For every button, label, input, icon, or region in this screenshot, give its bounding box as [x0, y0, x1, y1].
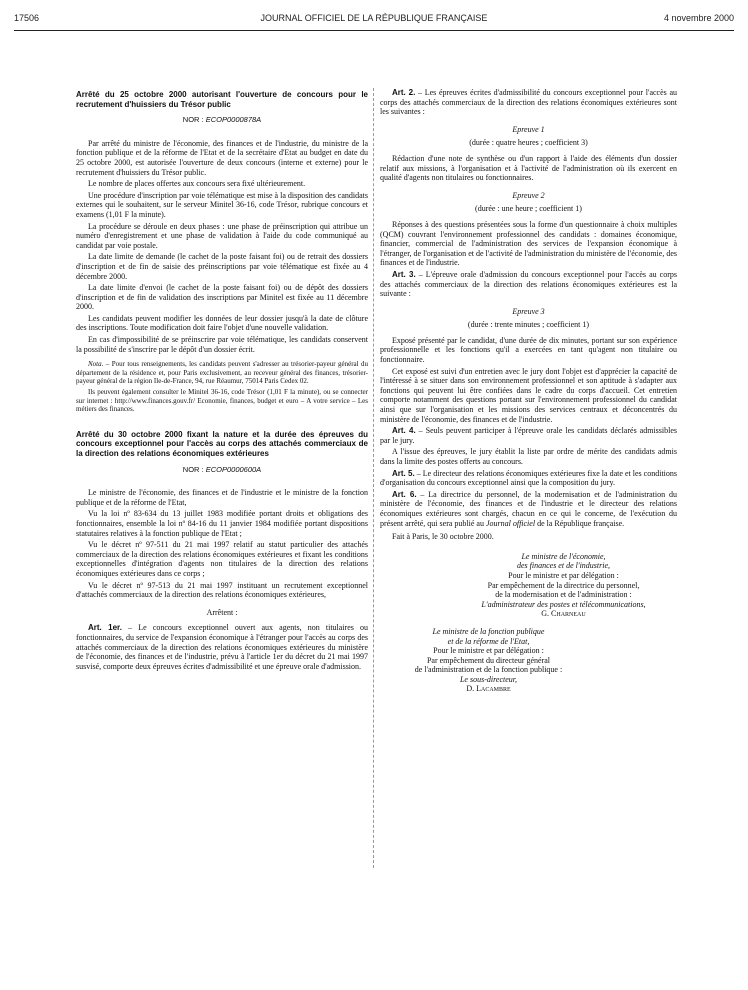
delegation-line: Pour le ministre et par délégation :	[433, 646, 544, 656]
article-label: Art. 1er.	[88, 623, 122, 633]
right-column	[380, 88, 677, 694]
paragraph: Une procédure d'inscription par voie télématique est mise à la disposition des candidats externes qui le souhaitent, sur le serveur Minitel 36-16, code Trésor, rubrique concours et examens (1,01 F la minute).	[76, 190, 368, 219]
epreuve-3-heading: Epreuve 3	[512, 306, 545, 316]
left-column	[76, 90, 368, 673]
article-2	[380, 88, 677, 117]
nor-prefix: NOR :	[182, 115, 206, 125]
article-5	[380, 469, 677, 488]
nota-label: Nota.	[88, 360, 104, 369]
signatory-role: L'administrateur des postes et télécommunications,	[481, 599, 646, 609]
paragraph: En cas d'impossibilité de se préinscrire par voie télématique, les candidats conservent la possibilité de s'inscrire par le dépôt d'un dossier écrit.	[76, 335, 368, 354]
journal-reference: Journal officiel	[485, 518, 536, 528]
paragraph: Les candidats peuvent modifier les données de leur dossier jusqu'à la date de clôture des inscriptions. Toute modification doit faire l'objet d'une nouvelle validation.	[76, 313, 368, 333]
nor-code: ECOP0000600A	[205, 464, 262, 474]
signature-block-1	[380, 552, 677, 619]
article-label: Art. 2.	[392, 88, 416, 97]
paragraph: Exposé présenté par le candidat, d'une durée de dix minutes, portant sur son expérience professionnelle et les fonctions qu'il a exercées en tant qu'agent non titulaire ou fonctionnaire.	[380, 335, 677, 365]
nor-code: ECOP0000878A	[205, 115, 262, 125]
epreuve-1-heading: Epreuve 1	[512, 124, 545, 134]
signatory-name: D. Lacambre	[466, 684, 511, 694]
article-6	[380, 490, 677, 528]
signatory-title: Le ministre de la fonction publique	[432, 626, 545, 636]
signatory-title: Le ministre de l'économie,	[521, 551, 606, 561]
delegation-line: Par empêchement de la directrice du personnel,	[487, 580, 640, 590]
delegation-line: de la modernisation et de l'administration :	[495, 590, 632, 600]
article-text: – Le concours exceptionnel ouvert aux agents, non titulaires ou fonctionnaires, du service de l'expansion économique à l'étranger pour l'accès au corps des attachés commerciaux de la direction des relations économiques extérieures du ministère de l'économie, des finances et de l'industrie, prévu à l'article 1er du décret du 21 mai 1997 susvisé, comporte deux épreuves écrites d'admissibilité et une épreuve orale d'admission.	[76, 623, 369, 671]
epreuve-3-duration: (durée : trente minutes ; coefficient 1)	[467, 320, 590, 330]
article-1	[76, 623, 368, 671]
delegation-line: Par empêchement du directeur général	[426, 655, 551, 665]
article-text: – Seuls peuvent participer à l'épreuve orale les candidats déclarés admissibles par le jury.	[380, 426, 678, 445]
header-rule	[14, 30, 734, 31]
article-label: Art. 6.	[392, 489, 417, 499]
signature-block-2	[380, 627, 677, 694]
article-label: Art. 5.	[392, 468, 415, 478]
fait-a-paris: Fait à Paris, le 30 octobre 2000.	[392, 532, 494, 542]
paragraph: Vu la loi nº 83-634 du 13 juillet 1983 modifiée portant droits et obligations des fonctionnaires, ensemble la loi nº 84-16 du 11 janvier 1984 modifiée portant dispositions statutaires relatives à la fonction publique de l'Etat ;	[76, 509, 368, 538]
signatory-role: Le sous-directeur,	[459, 674, 518, 684]
page-number: 17506	[14, 13, 40, 23]
paragraph: Cet exposé est suivi d'un entretien avec le jury dont l'objet est d'apprécier la capacité de l'intéressé à se situer dans son environnement professionnel et son aptitude à s'adapter aux fonctions qui peuvent lui être confiées dans le cadre du corps d'accueil. Cet entretien comporte notamment des questions portant sur l'environnement professionnel du candidat ainsi que sur l'organisation et les missions des services centraux et déconcentrés du ministère de l'économie, des finances et de l'industrie.	[380, 366, 677, 424]
article-3	[380, 270, 677, 299]
nota-paragraph: Ils peuvent également consulter le Minitel 36-16, code Trésor (1,01 F la minute), ou se connecter sur internet : http://www.finances.gouv.fr/ Economie, finances, budget et euro – A votre service – Les métiers des finances.	[76, 388, 368, 414]
paragraph: La date limite d'envoi (le cachet de la poste faisant foi) ou de dépôt des dossiers d'inscription et de fin de validation des inscriptions par Minitel est fixée au 11 décembre 2000.	[76, 283, 368, 312]
journal-title: JOURNAL OFFICIEL DE LA RÉPUBLIQUE FRANÇAISE	[260, 13, 488, 23]
delegation-line: Pour le ministre et par délégation :	[508, 570, 619, 580]
nota-text: – Pour tous renseignements, les candidats peuvent s'adresser au trésorier-payeur général du département de la résidence et, pour Paris exclusivement, au receveur général des finances, trésorier-payeur général de la région Ile-de-France, 94, rue Réaumur, 75014 Paris Cedex 02.	[76, 360, 368, 386]
decree-2-title: Arrêté du 30 octobre 2000 fixant la nature et la durée des épreuves du concours exceptionnel pour l'accès au corps des attachés commerciaux de la direction des relations économiques extérieures	[76, 429, 368, 458]
paragraph: La procédure se déroule en deux phases : une phase de préinscription qui attribue un numéro d'enregistrement et une phase de validation à l'aide du code communiqué au candidat par voie postale.	[76, 221, 368, 250]
paragraph: Vu le décret nº 97-511 du 21 mai 1997 relatif au statut particulier des attachés commerciaux de la direction des relations économiques extérieures et fixant les conditions exceptionnelles d'intégration d'agents non titulaires de la direction des relations économiques extérieures dans ce corps ;	[76, 540, 368, 578]
signatory-title: des finances et de l'industrie,	[516, 561, 611, 571]
paragraph: Réponses à des questions présentées sous la forme d'un questionnaire à choix multiples (QCM) couvrant l'environnement professionnel des candidats : domaines économique, financier, commercial de l'administration des services de l'expansion économique à l'étranger, de l'organisation et de l'activité de l'administration du ministère de l'économie, des finances et de l'industrie.	[380, 219, 677, 268]
paragraph: Le ministre de l'économie, des finances et de l'industrie et le ministre de la fonction publique et de la réforme de l'Etat,	[76, 488, 368, 507]
epreuve-2-duration: (durée : une heure ; coefficient 1)	[475, 204, 582, 214]
decree-1-title: Arrêté du 25 octobre 2000 autorisant l'ouverture de concours pour le recrutement d'huissiers du Trésor public	[76, 90, 368, 109]
paragraph: Par arrêté du ministre de l'économie, des finances et de l'industrie, du ministre de la fonction publique et de la réforme de l'Etat et de la secrétaire d'Etat au budget en date du 25 octobre 2000, est autorisée l'ouverture de deux concours (interne et externe) pour le recrutement d'huissiers du Trésor public.	[76, 138, 368, 177]
paragraph: Le nombre de places offertes aux concours sera fixé ultérieurement.	[88, 179, 306, 189]
nor-prefix: NOR :	[182, 464, 206, 474]
decree-2-nor	[76, 465, 368, 475]
epreuve-1-duration: (durée : quatre heures ; coefficient 3)	[469, 138, 588, 148]
paragraph: Vu le décret nº 97-513 du 21 mai 1997 instituant un recrutement exceptionnel d'attachés commerciaux de la direction des relations économiques extérieures,	[76, 580, 368, 600]
article-text: – L'épreuve orale d'admission du concours exceptionnel pour l'accès au corps des attachés commerciaux de la direction des relations économiques extérieures est la suivante :	[380, 269, 677, 299]
nota-paragraph	[76, 360, 368, 386]
article-4	[380, 426, 677, 445]
article-label: Art. 4.	[392, 426, 416, 436]
nota-block	[76, 360, 368, 414]
epreuve-2-heading: Epreuve 2	[512, 190, 545, 200]
delegation-line: de l'administration et de la fonction publique :	[414, 665, 563, 675]
article-label: Art. 3.	[392, 269, 416, 279]
article-text-end: de la République française.	[535, 518, 625, 528]
signatory-title: et de la réforme de l'Etat,	[447, 636, 530, 646]
article-text: – Les épreuves écrites d'admissibilité du concours exceptionnel pour l'accès au corps des attachés commerciaux de la direction des relations économiques extérieures sont les suivantes :	[380, 88, 677, 117]
signatory-name: G. Charneau	[541, 609, 586, 619]
paragraph: A l'issue des épreuves, le jury établit la liste par ordre de mérite des candidats admis dans la limite des postes offerts au concours.	[380, 447, 677, 466]
decree-1-nor	[76, 115, 368, 125]
paragraph: La date limite de demande (le cachet de la poste faisant foi) ou de retrait des dossiers d'inscription et de fin de saisie des préinscriptions par voie télématique est fixée au 4 décembre 2000.	[76, 252, 368, 281]
paragraph: Rédaction d'une note de synthèse ou d'un rapport à l'aide des éléments d'un dossier relatif aux missions, à l'organisation et à l'activité de l'administration où ils exercent en qualité d'agents non titulaires ou fonctionnaires.	[380, 153, 677, 183]
arretent-heading: Arrêtent :	[206, 607, 238, 617]
column-separator	[373, 88, 374, 868]
page-header	[14, 13, 734, 29]
issue-date: 4 novembre 2000	[663, 13, 734, 23]
article-text: – Le directeur des relations économiques extérieures fixe la date et les conditions d'organisation du concours exceptionnel ainsi que la composition du jury.	[380, 468, 677, 488]
article-text: – La directrice du personnel, de la modernisation et de l'administration du ministère de l'économie, des finances et de l'industrie et le directeur des relations économiques extérieures sont chargés, chacun en ce qui le concerne, de l'exécution du présent arrêté, qui sera publié au	[380, 489, 677, 528]
